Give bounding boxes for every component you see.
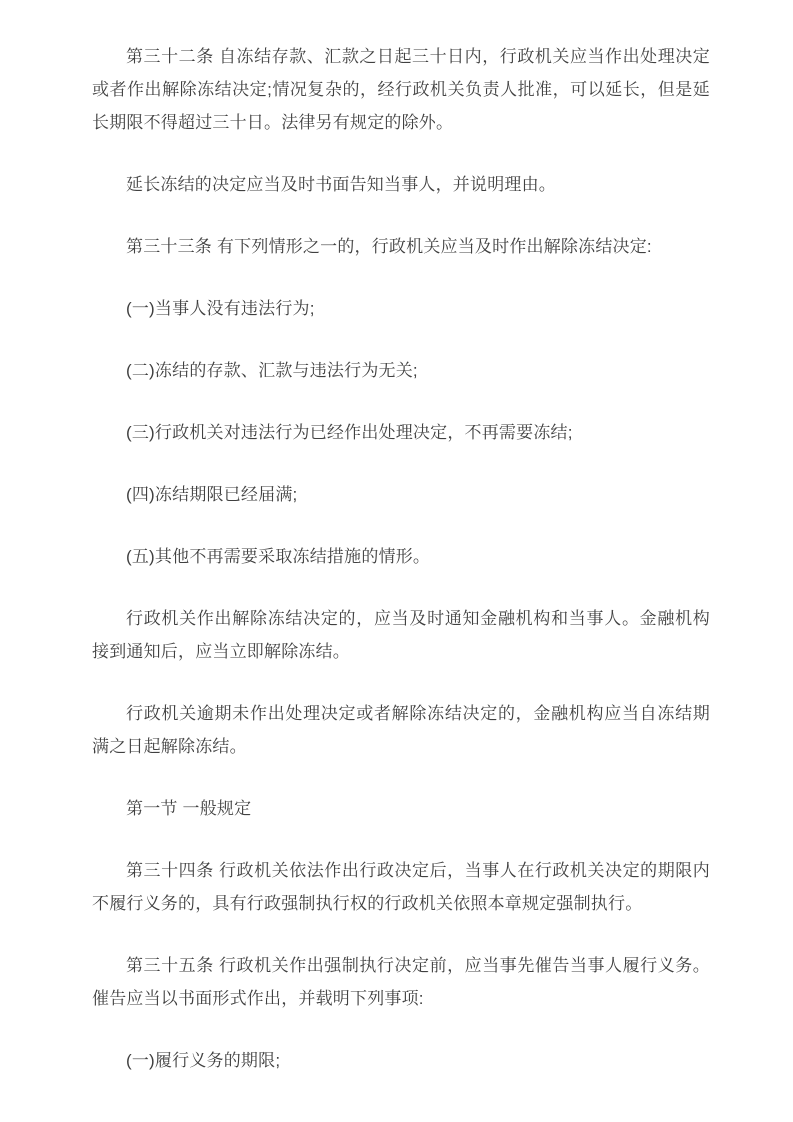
paragraph: (五)其他不再需要采取冻结措施的情形。 [126,547,431,566]
paragraph: (四)冻结期限已经届满; [126,485,298,504]
paragraph: 第三十五条 行政机关作出强制执行决定前，应当事先催告当事人履行义务。催告应当以书面形式作出，并载明下列事项: [92,956,710,1008]
paragraph: (二)冻结的存款、汇款与违法行为无关; [126,361,418,380]
paragraph: (一)履行义务的期限; [126,1051,281,1070]
paragraph: 第三十二条 自冻结存款、汇款之日起三十日内，行政机关应当作出处理决定或者作出解除冻结决定;情况复杂的，经行政机关负责人批准，可以延长，但是延长期限不得超过三十日。法律另有规定的除外。 [92,47,710,132]
paragraph: 第一节 一般规定 [126,799,252,818]
paragraph: (三)行政机关对违法行为已经作出处理决定，不再需要冻结; [126,423,573,442]
paragraph: 行政机关作出解除冻结决定的，应当及时通知金融机构和当事人。金融机构接到通知后，应当立即解除冻结。 [92,609,710,661]
paragraph: 第三十三条 有下列情形之一的，行政机关应当及时作出解除冻结决定: [126,237,652,256]
paragraph: (一)当事人没有违法行为; [126,299,315,318]
paragraph: 行政机关逾期未作出处理决定或者解除冻结决定的，金融机构应当自冻结期满之日起解除冻结。 [92,704,710,756]
paragraph: 第三十四条 行政机关依法作出行政决定后，当事人在行政机关决定的期限内不履行义务的，具有行政强制执行权的行政机关依照本章规定强制执行。 [92,861,710,913]
paragraph: 延长冻结的决定应当及时书面告知当事人，并说明理由。 [126,175,556,194]
